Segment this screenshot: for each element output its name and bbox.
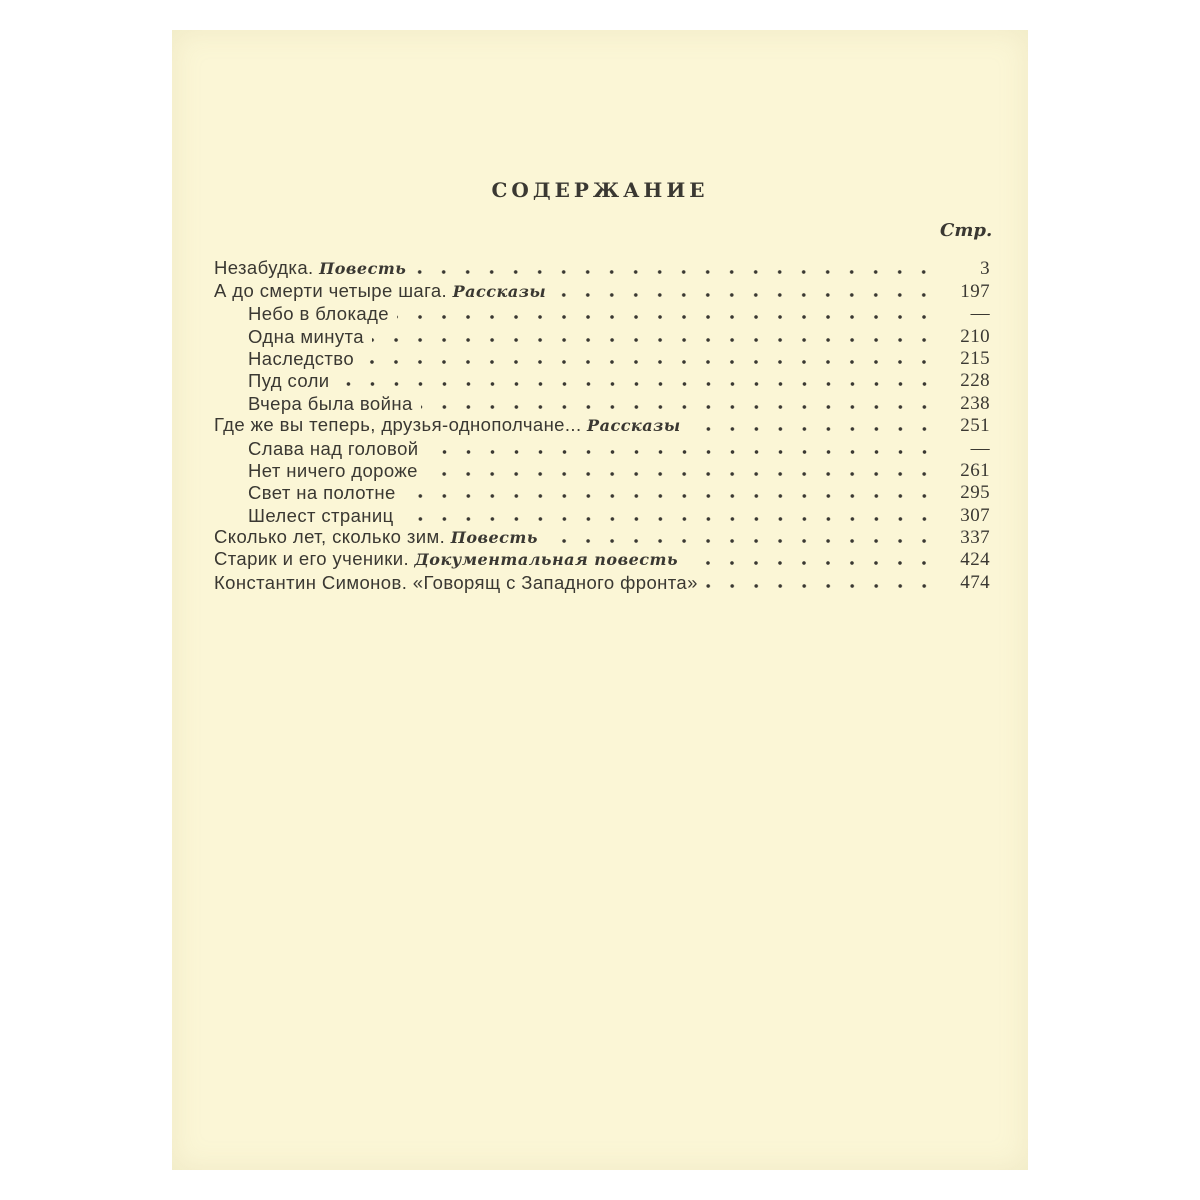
toc-subentry — [214, 504, 990, 526]
page-number: 424 — [960, 549, 990, 571]
entry-title: Вчера была война — [248, 392, 413, 414]
entry-text — [214, 370, 330, 392]
toc-subentry — [214, 392, 990, 414]
dot-leader — [404, 493, 936, 499]
page-number: — — [970, 437, 990, 459]
entry-title: Константин Симонов. «Говорящ с Западного фронта» — [214, 571, 698, 593]
entry-text — [214, 482, 396, 504]
dot-leader — [421, 404, 936, 410]
dot-leader — [689, 426, 936, 432]
toc-subentry — [214, 303, 990, 325]
page-number: — — [970, 303, 990, 325]
entry-title: Старик и его ученики. — [214, 548, 409, 570]
entry-text — [214, 348, 354, 370]
entry-title: Незабудка. — [214, 257, 314, 279]
toc-entry — [214, 280, 990, 302]
page-number: 474 — [960, 571, 990, 593]
entry-genre: Рассказы — [452, 281, 547, 301]
dot-leader — [338, 381, 936, 387]
entry-title: Свет на полотне — [248, 482, 396, 504]
page-number: 210 — [960, 325, 990, 347]
page-number: 228 — [960, 370, 990, 392]
entry-text — [214, 280, 546, 303]
table-of-contents — [214, 258, 990, 594]
page-number: 337 — [960, 527, 990, 549]
dot-leader — [362, 359, 936, 365]
toc-subentry — [214, 482, 990, 504]
entry-title: Наследство — [248, 347, 355, 369]
page-number: 295 — [960, 482, 990, 504]
toc-entry — [214, 549, 990, 571]
entry-genre: Документальная повесть — [414, 550, 679, 570]
page-number: 238 — [960, 392, 990, 414]
dot-leader — [706, 583, 936, 589]
entry-text — [214, 438, 419, 460]
entry-text — [214, 460, 418, 482]
entry-title: Пуд соли — [248, 370, 330, 392]
entry-text — [214, 572, 698, 594]
page-number: 197 — [960, 280, 990, 302]
entry-text — [214, 326, 364, 348]
toc-subentry — [214, 370, 990, 392]
dot-leader — [414, 269, 936, 275]
toc-subentry — [214, 348, 990, 370]
book-page — [172, 30, 1028, 1170]
toc-subentry — [214, 437, 990, 459]
entry-genre: Рассказы — [587, 416, 681, 436]
dot-leader — [402, 516, 936, 522]
entry-text — [214, 414, 681, 437]
entry-title: Одна минута — [248, 325, 364, 347]
toc-entry — [214, 415, 990, 437]
pages-column-header: Стр. — [940, 220, 993, 241]
page-number: 3 — [980, 258, 990, 280]
toc-entry — [214, 571, 990, 593]
toc-entry — [214, 527, 990, 549]
entry-text — [214, 526, 538, 549]
toc-subentry — [214, 325, 990, 347]
entry-text — [214, 303, 389, 325]
entry-text — [214, 505, 394, 527]
dot-leader — [372, 337, 936, 343]
page-number: 251 — [960, 415, 990, 437]
entry-text — [214, 393, 413, 415]
page-number: 215 — [960, 347, 990, 369]
dot-leader — [554, 292, 936, 298]
page-title: СОДЕРЖАНИЕ — [491, 178, 709, 202]
entry-title: Шелест страниц — [248, 504, 394, 526]
entry-text — [214, 257, 406, 280]
dot-leader — [397, 314, 936, 320]
dot-leader — [426, 471, 936, 477]
page-number: 261 — [960, 459, 990, 481]
entry-title: Где же вы теперь, друзья-однополчане... — [214, 414, 582, 436]
entry-title: Слава над головой — [248, 437, 419, 459]
entry-title: А до смерти четыре шага. — [214, 279, 448, 301]
entry-text — [214, 548, 678, 571]
dot-leader — [686, 560, 936, 566]
entry-genre: Повесть — [319, 259, 407, 279]
toc-subentry — [214, 460, 990, 482]
toc-entry — [214, 258, 990, 280]
page-number: 307 — [960, 504, 990, 526]
entry-genre: Повесть — [450, 528, 538, 548]
entry-title: Нет ничего дороже — [248, 459, 418, 481]
entry-title: Сколько лет, сколько зим. — [214, 526, 446, 548]
dot-leader — [546, 538, 936, 544]
entry-title: Небо в блокаде — [248, 303, 389, 325]
dot-leader — [427, 449, 937, 455]
